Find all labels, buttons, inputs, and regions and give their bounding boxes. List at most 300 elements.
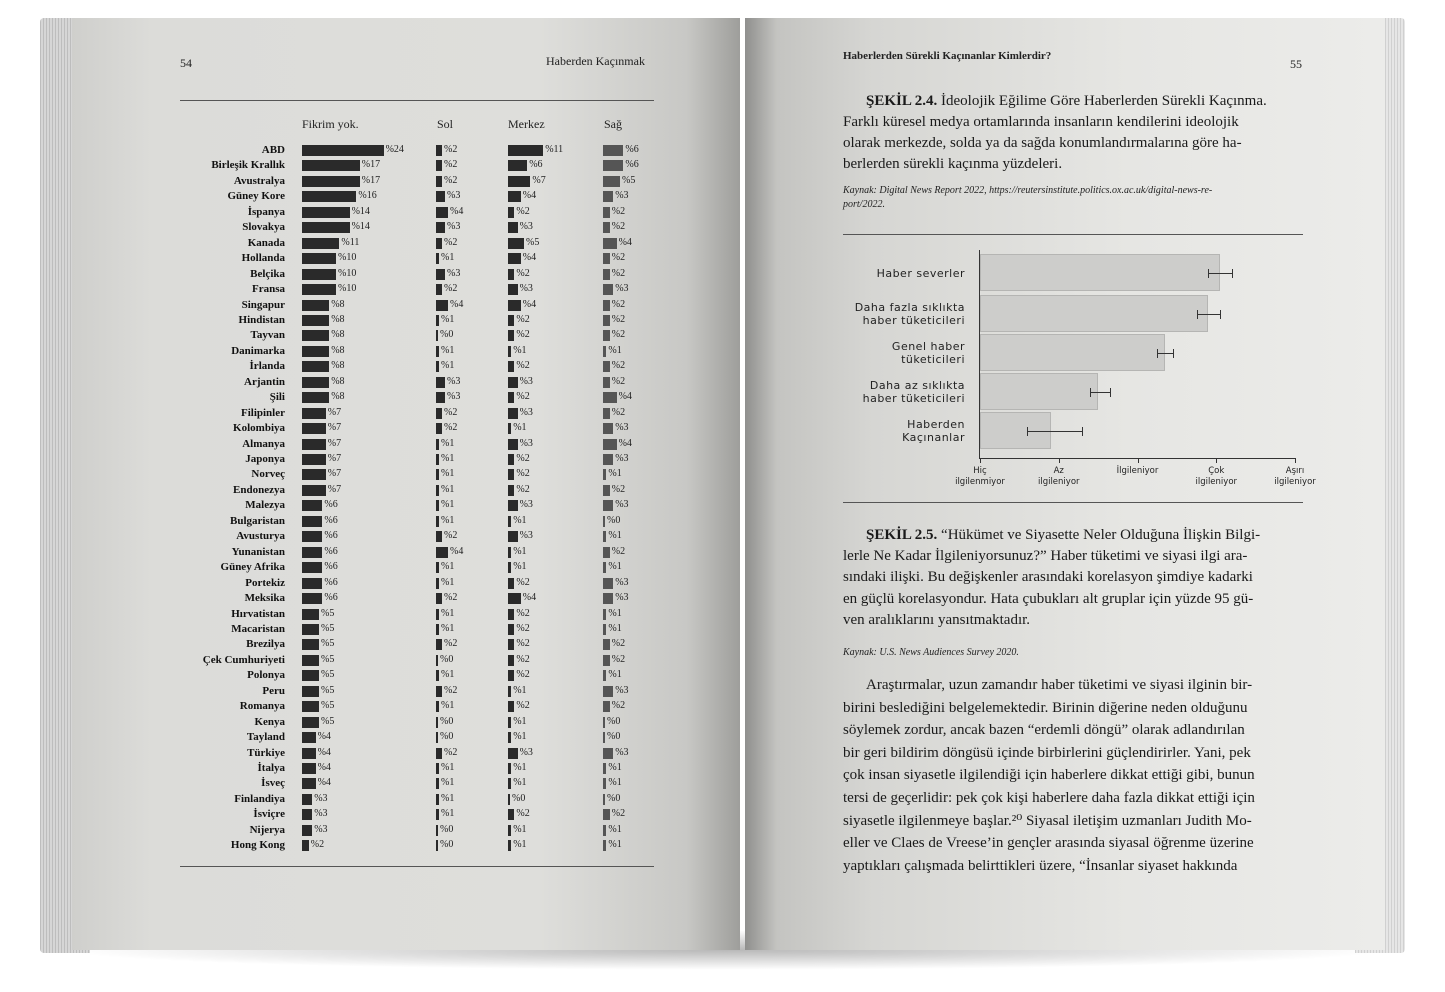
data-bar <box>508 609 514 620</box>
data-value-label: %10 <box>338 252 357 263</box>
data-value-label: %0 <box>512 793 526 804</box>
data-bar <box>436 624 439 635</box>
figure-2-4-caption-line3: olarak merkezde, solda ya da sağda konumlandırmalarına göre ha- <box>843 135 1242 151</box>
data-bar <box>436 485 439 496</box>
data-bar <box>436 284 442 295</box>
data-bar <box>302 686 319 697</box>
data-bar <box>508 500 518 511</box>
data-value-label: %11 <box>545 144 564 155</box>
data-bar <box>603 670 606 681</box>
data-bar <box>302 361 329 372</box>
data-value-label: %2 <box>444 144 458 155</box>
chart-bar <box>980 254 1220 291</box>
data-value-label: %0 <box>607 793 621 804</box>
data-bar <box>302 825 312 836</box>
data-value-label: %2 <box>611 638 626 649</box>
data-value-label: %10 <box>338 268 357 279</box>
data-value-label: %1 <box>608 345 622 356</box>
right-running-head: Haberlerden Sürekli Kaçınanlar Kimlerdir? <box>843 50 1052 62</box>
data-bar <box>436 609 439 620</box>
data-bar <box>436 469 439 480</box>
data-value-label: %2 <box>516 329 530 340</box>
x-tick-label <box>940 466 1020 488</box>
data-value-label: %1 <box>441 700 455 711</box>
data-bar <box>302 191 356 202</box>
data-bar <box>436 794 439 805</box>
data-value-label: %8 <box>331 299 345 310</box>
data-bar <box>302 346 329 357</box>
data-value-label: %8 <box>331 314 345 325</box>
data-bar <box>436 392 445 403</box>
error-bar-cap <box>1220 310 1221 319</box>
figure-2-4-source-line1: Kaynak: Digital News Report 2022, https://reutersinstitute.politics.ox.ac.uk/digital-news-re- <box>843 185 1213 196</box>
country-label: Meksika <box>244 592 285 604</box>
data-bar <box>302 516 322 527</box>
data-bar <box>436 686 442 697</box>
error-bar-cap <box>1208 269 1209 278</box>
data-bar <box>302 439 326 450</box>
data-bar <box>603 454 613 465</box>
data-value-label: %5 <box>321 623 335 634</box>
data-value-label: %2 <box>444 237 458 248</box>
body-line: söylemek zordur, ancak bazen “erdemli döngü” olarak adlandırılan <box>843 722 1245 739</box>
data-value-label: %1 <box>513 422 527 433</box>
data-value-label: %2 <box>516 468 530 479</box>
data-value-label: %3 <box>519 283 533 294</box>
data-value-label: %5 <box>321 685 335 696</box>
x-tick-mark <box>1295 458 1296 463</box>
chart-bar <box>980 295 1208 332</box>
data-value-label: %2 <box>611 221 626 232</box>
error-bar-cap <box>1232 269 1233 278</box>
data-bar <box>302 794 312 805</box>
data-bar <box>603 794 605 805</box>
data-value-label: %4 <box>450 546 464 557</box>
data-bar <box>603 330 610 341</box>
data-bar <box>508 840 511 851</box>
data-value-label: %3 <box>615 747 629 758</box>
data-value-label: %2 <box>611 252 626 263</box>
data-value-label: %6 <box>625 159 639 170</box>
country-label: Romanya <box>239 700 285 712</box>
data-bar <box>603 191 613 202</box>
data-bar <box>603 547 610 558</box>
data-bar <box>508 145 543 156</box>
data-value-label: %3 <box>519 221 533 232</box>
data-value-label: %7 <box>327 453 342 464</box>
data-bar <box>302 609 319 620</box>
data-value-label: %2 <box>516 314 530 325</box>
chart-category-label-line: Kaçınanlar <box>902 431 965 444</box>
country-label: Türkiye <box>247 747 285 759</box>
data-bar <box>302 377 329 388</box>
data-bar <box>436 330 438 341</box>
data-value-label: %2 <box>444 159 458 170</box>
data-value-label: %1 <box>513 824 527 835</box>
data-bar <box>603 222 610 233</box>
country-label: Nijerya <box>249 824 285 836</box>
figure-2-5-source: Kaynak: U.S. News Audiences Survey 2020. <box>843 647 1019 658</box>
x-tick-label <box>1255 466 1335 488</box>
data-value-label: %1 <box>441 515 455 526</box>
data-bar <box>302 562 322 573</box>
data-bar <box>302 222 350 233</box>
data-value-label: %6 <box>625 144 639 155</box>
data-bar <box>302 315 329 326</box>
x-tick-mark <box>1138 458 1139 463</box>
country-label: Hollanda <box>241 252 285 264</box>
data-value-label: %1 <box>513 515 527 526</box>
country-label: Hırvatistan <box>231 608 285 620</box>
data-bar <box>508 300 521 311</box>
data-bar <box>436 300 448 311</box>
data-bar <box>436 423 442 434</box>
data-bar <box>603 609 606 620</box>
data-bar <box>302 578 322 589</box>
x-tick-label-line: Çok <box>1208 466 1225 476</box>
body-line: tersi de geçerlidir: pek çok kişi haberlere daha fazla dikkat ettiği için <box>843 790 1255 806</box>
country-label: Fransa <box>252 283 285 295</box>
data-value-label: %2 <box>516 391 530 402</box>
data-value-label: %2 <box>516 268 530 279</box>
data-bar <box>603 284 613 295</box>
data-bar <box>302 748 316 759</box>
data-value-label: %0 <box>607 731 621 742</box>
data-bar <box>436 454 439 465</box>
data-value-label: %8 <box>331 376 345 387</box>
data-value-label: %3 <box>519 530 533 541</box>
country-label: Finlandiya <box>234 793 285 805</box>
data-value-label: %3 <box>615 685 629 696</box>
data-value-label: %4 <box>317 747 331 758</box>
data-bar <box>603 809 610 820</box>
data-value-label: %17 <box>361 175 381 186</box>
data-value-label: %2 <box>611 329 626 340</box>
data-bar <box>436 547 448 558</box>
data-value-label: %1 <box>608 669 622 680</box>
data-value-label: %8 <box>331 345 345 356</box>
data-bar <box>508 686 511 697</box>
data-value-label: %24 <box>385 144 404 155</box>
data-bar <box>508 485 514 496</box>
data-bar <box>436 500 439 511</box>
data-bar <box>436 408 442 419</box>
data-bar <box>603 423 613 434</box>
chart-category-label-line: Daha fazla sıklıkta <box>854 301 965 314</box>
data-value-label: %6 <box>324 499 338 510</box>
data-bar <box>508 284 518 295</box>
data-value-label: %3 <box>615 283 629 294</box>
data-bar <box>508 408 518 419</box>
data-bar <box>302 330 329 341</box>
data-value-label: %4 <box>450 299 464 310</box>
data-value-label: %4 <box>522 592 537 603</box>
left-bottom-rule <box>180 866 654 867</box>
data-bar <box>508 222 518 233</box>
data-value-label: %1 <box>513 345 527 356</box>
data-value-label: %2 <box>310 839 325 850</box>
country-label: Filipinler <box>241 407 285 419</box>
x-tick-label-line: Aşırı <box>1285 466 1305 476</box>
data-value-label: %0 <box>607 515 621 526</box>
data-bar <box>302 655 319 666</box>
data-value-label: %1 <box>441 762 455 773</box>
data-value-label: %2 <box>516 484 530 495</box>
data-value-label: %3 <box>447 190 461 201</box>
data-value-label: %3 <box>519 747 533 758</box>
data-bar <box>603 346 606 357</box>
column-header-right: Sağ <box>604 117 622 131</box>
data-bar <box>508 516 511 527</box>
data-value-label: %1 <box>441 669 455 680</box>
data-value-label: %1 <box>441 623 455 634</box>
data-bar <box>508 624 514 635</box>
body-line: çok insan siyasetle ilgilendiği için haberlere dikkat ettiği gibi, bunun <box>843 767 1255 784</box>
data-value-label: %1 <box>441 577 455 588</box>
data-value-label: %1 <box>441 314 455 325</box>
chart-category-label <box>855 301 965 327</box>
data-bar <box>436 315 439 326</box>
data-bar <box>302 624 319 635</box>
figure-2-4-caption-line4: berlerden sürekli kaçınma yüzdeleri. <box>843 156 1063 172</box>
data-value-label: %4 <box>522 252 537 263</box>
data-value-label: %14 <box>351 221 370 232</box>
data-bar <box>603 160 623 171</box>
country-label: Yunanistan <box>231 546 285 558</box>
data-bar <box>603 300 610 311</box>
data-value-label: %2 <box>516 654 530 665</box>
error-bar-cap <box>1110 388 1111 397</box>
chart-category-label-line: haber tüketicileri <box>862 392 965 405</box>
data-bar <box>603 361 610 372</box>
column-header-center: Merkez <box>508 117 545 131</box>
data-bar <box>508 346 511 357</box>
data-bar <box>436 238 442 249</box>
data-value-label: %1 <box>441 499 455 510</box>
error-bar <box>1090 392 1110 393</box>
data-bar <box>508 593 521 604</box>
country-label: Hong Kong <box>230 839 285 851</box>
chart-category-label-line: Daha az sıklıkta <box>869 379 965 392</box>
data-value-label: %6 <box>324 530 338 541</box>
data-value-label: %5 <box>321 669 335 680</box>
data-value-label: %1 <box>441 608 455 619</box>
data-bar <box>508 160 527 171</box>
data-bar <box>302 145 384 156</box>
country-label: Endonezya <box>233 484 285 496</box>
data-bar <box>508 238 524 249</box>
country-label: Slovakya <box>242 221 285 233</box>
error-bar <box>1027 431 1082 432</box>
data-bar <box>508 655 514 666</box>
data-bar <box>436 578 439 589</box>
data-value-label: %2 <box>516 206 530 217</box>
country-label: Almanya <box>242 438 285 450</box>
data-bar <box>603 176 620 187</box>
data-bar <box>436 516 439 527</box>
data-bar <box>603 825 606 836</box>
country-label: İsviçre <box>253 808 285 820</box>
data-bar <box>302 284 336 295</box>
chart-bar <box>980 334 1165 371</box>
data-bar <box>436 763 439 774</box>
data-bar <box>603 408 610 419</box>
data-bar <box>508 562 511 573</box>
data-value-label: %1 <box>441 438 455 449</box>
country-label: Belçika <box>250 268 285 280</box>
data-bar <box>436 717 438 728</box>
chart-category-label <box>902 418 965 444</box>
error-bar <box>1157 353 1173 354</box>
chart-bar <box>980 373 1098 410</box>
data-bar <box>302 238 339 249</box>
data-bar <box>302 469 326 480</box>
country-label: İtalya <box>257 762 285 774</box>
data-value-label: %2 <box>611 407 626 418</box>
figure-2-4-caption-text: İdeolojik Eğilime Göre Haberlerden Sürekli Kaçınma. <box>941 93 1267 109</box>
data-value-label: %5 <box>622 175 636 186</box>
data-value-label: %3 <box>314 824 328 835</box>
data-value-label: %2 <box>611 360 626 371</box>
data-value-label: %1 <box>608 608 622 619</box>
chart-category-label <box>863 379 965 405</box>
data-bar <box>436 191 445 202</box>
data-bar <box>508 269 514 280</box>
data-bar <box>436 593 442 604</box>
data-bar <box>302 670 319 681</box>
data-bar <box>302 778 316 789</box>
data-bar <box>508 423 511 434</box>
data-value-label: %2 <box>516 577 530 588</box>
figure-2-4-caption-line1 <box>866 91 1306 112</box>
data-bar <box>436 670 439 681</box>
body-line: Araştırmalar, uzun zamandır haber tüketimi ve siyasi ilginin bir- <box>866 677 1253 693</box>
data-value-label: %3 <box>519 438 533 449</box>
data-value-label: %2 <box>611 484 626 495</box>
data-value-label: %5 <box>526 237 540 248</box>
data-value-label: %6 <box>324 515 338 526</box>
country-label: Kolombiya <box>233 422 285 434</box>
data-value-label: %5 <box>321 608 335 619</box>
country-label: Tayland <box>246 731 285 743</box>
data-bar <box>302 593 322 604</box>
data-value-label: %2 <box>444 175 458 186</box>
data-bar <box>436 639 442 650</box>
data-value-label: %2 <box>516 608 530 619</box>
data-value-label: %2 <box>444 638 458 649</box>
data-value-label: %0 <box>440 329 454 340</box>
data-value-label: %3 <box>615 499 629 510</box>
data-value-label: %1 <box>441 360 455 371</box>
data-bar <box>508 361 514 372</box>
data-value-label: %3 <box>615 592 629 603</box>
data-value-label: %7 <box>327 438 342 449</box>
data-bar <box>603 238 617 249</box>
data-bar <box>436 825 438 836</box>
data-value-label: %8 <box>331 391 345 402</box>
country-label: Avusturya <box>236 530 285 542</box>
data-value-label: %7 <box>327 407 342 418</box>
error-bar-cap <box>1082 427 1083 436</box>
data-bar <box>508 670 514 681</box>
data-bar <box>603 732 605 743</box>
data-value-label: %2 <box>611 314 626 325</box>
data-value-label: %2 <box>516 453 530 464</box>
data-value-label: %5 <box>321 700 335 711</box>
body-line: yaptıkları çalışmada belirttikleri üzere, “İnsanlar siyaset hakkında <box>843 857 1238 874</box>
data-bar <box>508 701 514 712</box>
data-value-label: %1 <box>513 546 527 557</box>
x-tick-label <box>1176 466 1256 488</box>
country-label: Kanada <box>247 237 285 249</box>
data-value-label: %4 <box>618 438 632 449</box>
data-bar <box>603 593 613 604</box>
data-bar <box>436 748 442 759</box>
data-bar <box>436 732 438 743</box>
data-bar <box>603 578 613 589</box>
data-value-label: %1 <box>441 808 455 819</box>
x-tick-label-line: ilgileniyor <box>1037 477 1080 487</box>
data-value-label: %1 <box>608 468 622 479</box>
data-bar <box>302 701 319 712</box>
data-value-label: %1 <box>513 777 527 788</box>
data-value-label: %1 <box>441 484 455 495</box>
data-value-label: %5 <box>321 654 335 665</box>
data-value-label: %7 <box>532 175 546 186</box>
data-bar <box>302 547 322 558</box>
data-bar <box>302 176 360 187</box>
data-bar <box>508 717 511 728</box>
data-bar <box>436 655 438 666</box>
figure-2-5-caption-line2: lerle Ne Kadar İlgileniyorsunuz?” Haber tüketimi ve siyasi ilgi ara- <box>843 548 1248 564</box>
body-line: siyasetle ilgilenmeye başlar.²⁰ Siyasal iletişim uzmanları Judith Mo- <box>843 812 1252 829</box>
left-top-rule <box>180 100 654 101</box>
right-page-number: 55 <box>1290 57 1302 71</box>
data-bar <box>302 717 319 728</box>
data-bar <box>302 253 336 264</box>
data-value-label: %2 <box>611 376 626 387</box>
data-bar <box>436 160 442 171</box>
left-running-head: Haberden Kaçınmak <box>546 54 645 68</box>
data-bar <box>508 191 521 202</box>
data-bar <box>603 655 610 666</box>
error-bar-cap <box>1173 349 1174 358</box>
error-bar <box>1197 314 1221 315</box>
chart-category-label-line: Genel haber <box>891 340 965 353</box>
data-value-label: %2 <box>444 530 458 541</box>
data-bar <box>436 809 439 820</box>
data-bar <box>603 485 610 496</box>
data-bar <box>508 392 514 403</box>
country-label: Singapur <box>241 299 285 311</box>
country-label: Macaristan <box>231 623 285 635</box>
data-value-label: %4 <box>522 190 537 201</box>
data-value-label: %0 <box>440 824 454 835</box>
figure-2-4-label: ŞEKİL 2.4. <box>866 93 938 109</box>
data-bar <box>302 840 309 851</box>
country-label: Birleşik Krallık <box>211 159 285 171</box>
x-tick-label-line: ilgilenmiyor <box>955 477 1005 487</box>
country-label: İsveç <box>261 777 285 789</box>
data-value-label: %3 <box>615 453 629 464</box>
data-bar <box>302 763 316 774</box>
data-bar <box>302 732 316 743</box>
chart-category-label <box>877 267 965 280</box>
country-label: İspanya <box>247 206 285 218</box>
x-tick-label-line: İlgileniyor <box>1116 466 1159 476</box>
data-value-label: %1 <box>513 685 527 696</box>
data-value-label: %1 <box>441 777 455 788</box>
